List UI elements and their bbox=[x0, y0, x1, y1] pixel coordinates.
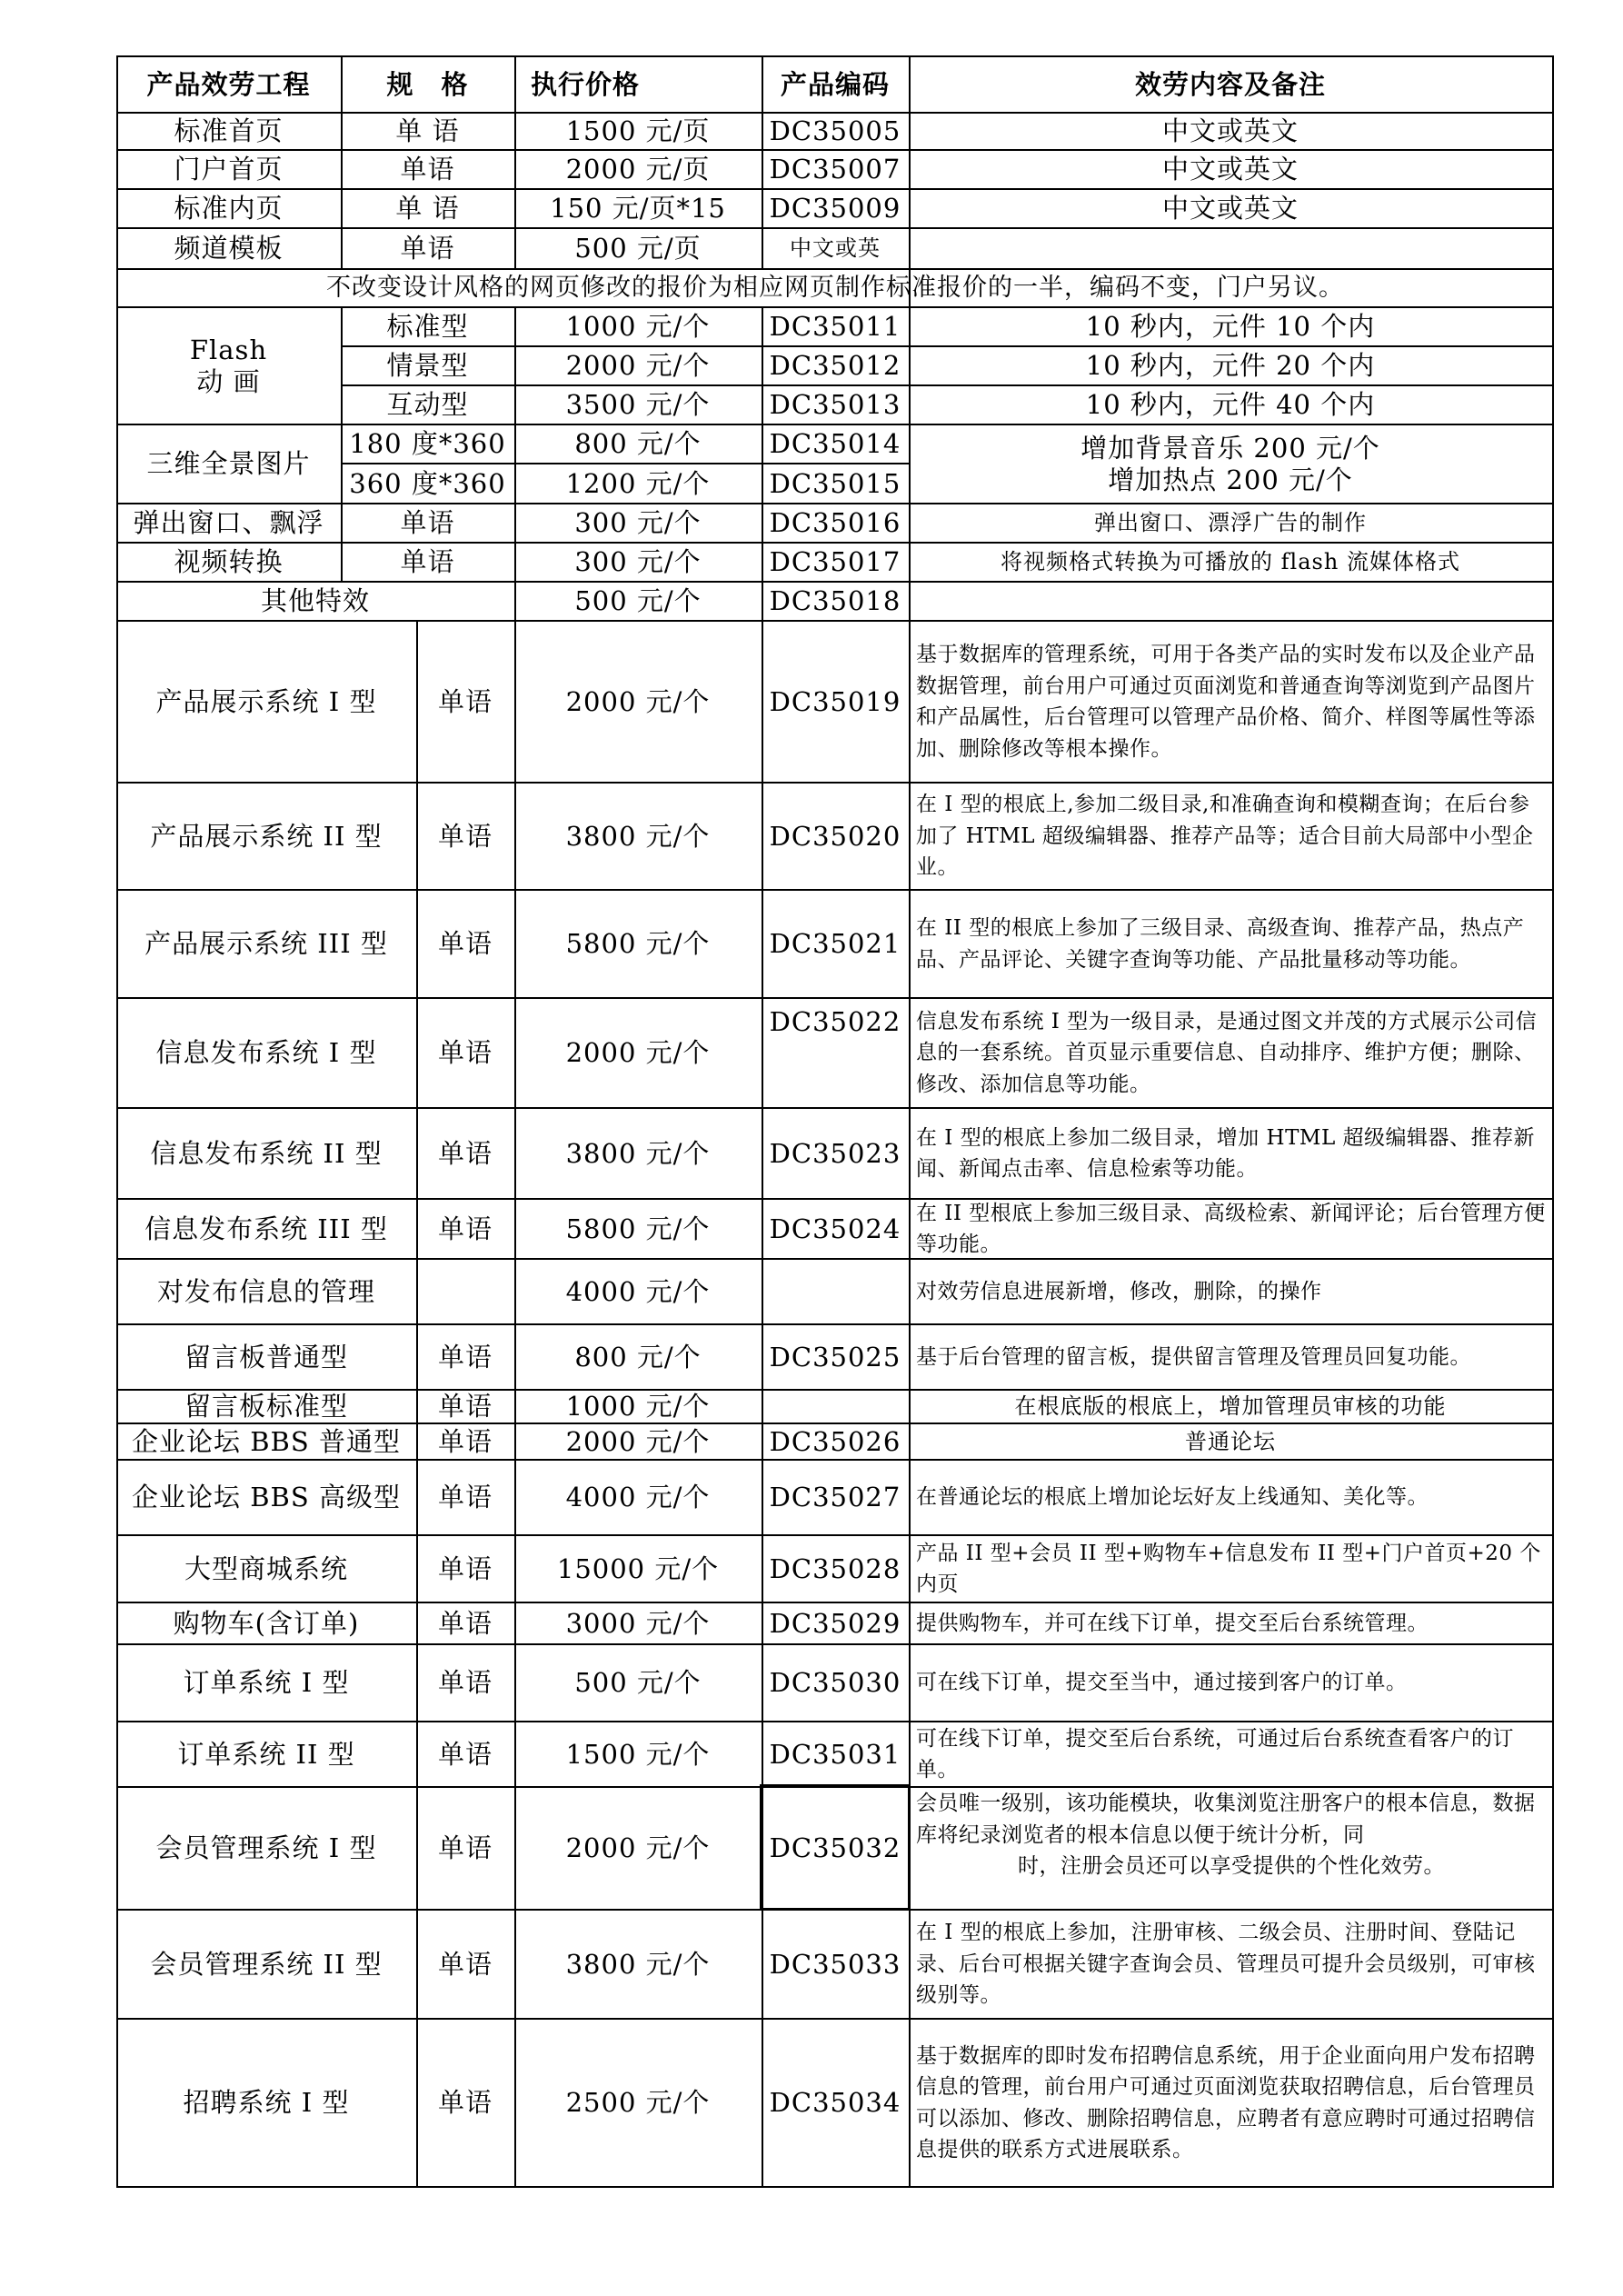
row-name: 视频转换 bbox=[174, 546, 284, 578]
row-spec: 180 度*360 bbox=[349, 428, 506, 460]
row-code: DC35005 bbox=[769, 115, 901, 147]
row-code: DC35016 bbox=[769, 507, 901, 539]
row-note: 产品 II 型+会员 II 型+购物车+信息发布 II 型+门户首页+20 个内页 bbox=[916, 1541, 1541, 1596]
row-spec: 单语 bbox=[437, 1391, 493, 1423]
row-name: 招聘系统 I 型 bbox=[183, 2087, 350, 2119]
row-name: 产品展示系统 I 型 bbox=[155, 685, 377, 717]
row-price: 500 元/个 bbox=[574, 1667, 702, 1699]
panorama-label: 三维全景图片 bbox=[146, 448, 311, 480]
row-note: 普通论坛 bbox=[1185, 1428, 1276, 1454]
row-price: 800 元/个 bbox=[574, 428, 702, 460]
row-name: 会员管理系统 I 型 bbox=[155, 1832, 377, 1864]
row-name: 其他特效 bbox=[260, 585, 370, 617]
row-code: DC35009 bbox=[769, 193, 901, 225]
row-note: 基于数据库的管理系统，可用于各类产品的实时发布以及企业产品数据管理，前台用户可通过页面浏览和普通查询等浏览到产品图片和产品属性，后台管理可以管理产品价格、简介、样图等属性等添加、删除修改等根本操作。 bbox=[916, 643, 1536, 761]
row-note: 提供购物车，并可在线下订单，提交至后台系统管理。 bbox=[916, 1611, 1429, 1635]
row-code: DC35020 bbox=[769, 820, 901, 852]
row-note: 中文或英文 bbox=[1161, 115, 1299, 147]
row-note-part1: 会员唯一级别，该功能模块，收集浏览注册客户的根本信息，数据库将纪录浏览者的根本信息以便于统计分析，同 bbox=[916, 1792, 1536, 1847]
row-code: DC35018 bbox=[769, 585, 901, 617]
panorama-note-line2: 增加热点 200 元/个 bbox=[1108, 464, 1353, 495]
row-name: 信息发布系统 I 型 bbox=[155, 1037, 377, 1069]
row-spec: 单语 bbox=[437, 1667, 493, 1699]
row-name: 频道模板 bbox=[174, 233, 284, 265]
row-name: 购物车(含订单) bbox=[173, 1607, 360, 1639]
row-price: 2500 元/个 bbox=[565, 2087, 711, 2119]
row-code: DC35034 bbox=[769, 2087, 901, 2119]
row-name: 标准内页 bbox=[174, 193, 284, 225]
row-spec: 单语 bbox=[437, 1137, 493, 1169]
row-price: 4000 元/个 bbox=[565, 1482, 711, 1513]
row-price: 3800 元/个 bbox=[565, 1948, 711, 1980]
row-note: 将视频格式转换为可播放的 flash 流媒体格式 bbox=[1001, 549, 1460, 575]
row-code: DC35027 bbox=[769, 1482, 901, 1513]
row-note: 中文或英文 bbox=[1161, 154, 1299, 185]
row-price: 3800 元/个 bbox=[565, 1137, 711, 1169]
header-product: 产品效劳工程 bbox=[146, 68, 311, 100]
row-price: 2000 元/个 bbox=[565, 350, 711, 382]
row-note-spanning: 不改变设计风格的网页修改的报价为相应网页制作标准报价的一半，编码不变，门户另议。 bbox=[326, 273, 1344, 302]
row-code: DC35025 bbox=[769, 1341, 901, 1373]
row-spec: 单语 bbox=[437, 928, 493, 960]
row-spec: 单语 bbox=[437, 1738, 493, 1770]
row-name: 产品展示系统 II 型 bbox=[150, 820, 383, 852]
header-price: 执行价格 bbox=[531, 68, 641, 100]
row-code: DC35028 bbox=[769, 1552, 901, 1584]
row-price: 3000 元/个 bbox=[565, 1607, 711, 1639]
row-name: 会员管理系统 II 型 bbox=[150, 1948, 383, 1980]
row-code: 中文或英 bbox=[790, 235, 881, 262]
row-name: 大型商城系统 bbox=[184, 1552, 348, 1584]
row-spec: 单语 bbox=[400, 507, 455, 539]
row-code: DC35007 bbox=[769, 154, 901, 185]
row-note: 在 II 型根底上参加三级目录、高级检索、新闻评论；后台管理方便等功能。 bbox=[916, 1201, 1546, 1256]
row-note-part2: 时，注册会员还可以享受提供的个性化效劳。 bbox=[1018, 1854, 1445, 1878]
row-spec: 单语 bbox=[400, 233, 455, 265]
row-note: 在 I 型的根底上参加，注册审核、二级会员、注册时间、登陆记录、后台可根据关键字查询会员、管理员可提升会员级别，可审核级别等。 bbox=[916, 1921, 1536, 2008]
row-price: 500 元/个 bbox=[574, 585, 702, 617]
row-price: 15000 元/个 bbox=[556, 1552, 720, 1584]
header-notes: 效劳内容及备注 bbox=[1134, 68, 1326, 100]
row-price: 1200 元/个 bbox=[565, 467, 711, 499]
row-code: DC35011 bbox=[769, 311, 901, 343]
panorama-note-line1: 增加背景音乐 200 元/个 bbox=[1080, 432, 1380, 464]
flash-label bbox=[116, 308, 341, 424]
row-code: DC35021 bbox=[769, 928, 901, 960]
row-note: 弹出窗口、漂浮广告的制作 bbox=[1094, 510, 1367, 536]
flash-label-line2: 动 画 bbox=[196, 365, 261, 397]
row-code: DC35031 bbox=[769, 1738, 901, 1770]
row-name: 留言板标准型 bbox=[184, 1391, 348, 1423]
row-price: 1000 元/个 bbox=[565, 1391, 711, 1423]
row-spec: 单 语 bbox=[395, 193, 460, 225]
row-note: 10 秒内，元件 20 个内 bbox=[1085, 350, 1376, 382]
row-price: 2000 元/个 bbox=[565, 1425, 711, 1457]
row-name: 弹出窗口、飘浮 bbox=[133, 507, 324, 539]
row-code: DC35026 bbox=[769, 1425, 901, 1457]
row-price: 800 元/个 bbox=[574, 1341, 702, 1373]
row-spec: 单语 bbox=[437, 1552, 493, 1584]
row-note: 可在线下订单，提交至当中，通过接到客户的订单。 bbox=[916, 1671, 1408, 1695]
row-name: 订单系统 II 型 bbox=[177, 1738, 355, 1770]
row-note: 基于后台管理的留言板，提供留言管理及管理员回复功能。 bbox=[916, 1344, 1471, 1369]
row-code: DC35013 bbox=[769, 389, 901, 421]
row-price: 300 元/个 bbox=[574, 507, 702, 539]
row-price: 500 元/页 bbox=[574, 233, 702, 265]
row-spec: 单语 bbox=[437, 1832, 493, 1864]
row-spec: 单语 bbox=[437, 2087, 493, 2119]
row-spec: 标准型 bbox=[386, 311, 469, 343]
row-code: DC35015 bbox=[769, 467, 901, 499]
row-note: 在 I 型的根底上,参加二级目录,和准确查询和模糊查询；在后台参加了 HTML 超级编辑器、推荐产品等；适合目前大局部中小型企业。 bbox=[916, 793, 1534, 880]
row-price: 1000 元/个 bbox=[565, 311, 711, 343]
row-code: DC35029 bbox=[769, 1607, 901, 1639]
row-spec: 单 语 bbox=[395, 115, 460, 147]
row-spec: 单语 bbox=[437, 685, 493, 717]
row-name: 企业论坛 BBS 高级型 bbox=[132, 1482, 401, 1513]
row-spec: 单语 bbox=[437, 1482, 493, 1513]
row-note: 对效劳信息进展新增，修改，删除，的操作 bbox=[916, 1279, 1322, 1303]
row-note: 中文或英文 bbox=[1161, 193, 1299, 225]
row-spec: 单语 bbox=[437, 1607, 493, 1639]
row-code: DC35014 bbox=[769, 428, 901, 460]
row-note: 在 I 型的根底上参加二级目录，增加 HTML 超级编辑器、推荐新闻、新闻点击率、信息检索等功能。 bbox=[916, 1125, 1536, 1181]
row-price: 3800 元/个 bbox=[565, 820, 711, 852]
header-spec: 规 格 bbox=[386, 68, 469, 100]
row-note: 在 II 型的根底上参加了三级目录、高级查询、推荐产品，热点产品、产品评论、关键字查询等功能、产品批量移动等功能。 bbox=[916, 916, 1525, 972]
row-code: DC35033 bbox=[769, 1948, 901, 1980]
row-price: 300 元/个 bbox=[574, 546, 702, 578]
row-price: 4000 元/个 bbox=[565, 1275, 711, 1307]
row-code: DC35024 bbox=[769, 1213, 901, 1244]
row-price: 2000 元/个 bbox=[565, 1037, 711, 1069]
row-name: 标准首页 bbox=[174, 115, 284, 147]
row-spec: 互动型 bbox=[386, 389, 469, 421]
row-spec: 单语 bbox=[437, 1341, 493, 1373]
row-code: DC35023 bbox=[769, 1137, 901, 1169]
row-spec: 单语 bbox=[437, 1948, 493, 1980]
row-code: DC35032 bbox=[769, 1832, 901, 1864]
row-name: 对发布信息的管理 bbox=[156, 1275, 375, 1307]
row-code: DC35012 bbox=[769, 350, 901, 382]
row-name: 信息发布系统 III 型 bbox=[144, 1213, 388, 1244]
row-note: 基于数据库的即时发布招聘信息系统，用于企业面向用户发布招聘信息的管理，前台用户可通过页面浏览获取招聘信息，后台管理员可以添加、修改、删除招聘信息，应聘者有意应聘时可通过招聘信息提供的联系方式进展联系。 bbox=[916, 2043, 1536, 2161]
row-price: 2000 元/个 bbox=[565, 1832, 711, 1864]
row-spec: 单语 bbox=[437, 1213, 493, 1244]
row-spec: 单语 bbox=[437, 1037, 493, 1069]
row-note: 10 秒内，元件 40 个内 bbox=[1085, 389, 1376, 421]
row-note: 在普通论坛的根底上增加论坛好友上线通知、美化等。 bbox=[916, 1485, 1429, 1510]
row-name: 留言板普通型 bbox=[184, 1341, 348, 1373]
row-note: 10 秒内，元件 10 个内 bbox=[1085, 311, 1376, 343]
row-spec: 单语 bbox=[400, 154, 455, 185]
row-spec: 单语 bbox=[437, 820, 493, 852]
row-code: DC35017 bbox=[769, 546, 901, 578]
flash-label-line1: Flash bbox=[189, 334, 268, 365]
row-price: 1500 元/页 bbox=[565, 115, 711, 147]
panorama-note bbox=[909, 425, 1552, 503]
row-price: 3500 元/个 bbox=[565, 389, 711, 421]
row-note: 可在线下订单，提交至后台系统，可通过后台系统查看客户的订单。 bbox=[916, 1726, 1514, 1782]
row-name: 信息发布系统 II 型 bbox=[150, 1137, 383, 1169]
row-price: 150 元/页*15 bbox=[550, 193, 726, 225]
row-price: 5800 元/个 bbox=[565, 1213, 711, 1244]
row-name: 企业论坛 BBS 普通型 bbox=[132, 1425, 401, 1457]
row-note: 在根底版的根底上，增加管理员审核的功能 bbox=[1014, 1393, 1447, 1420]
row-price: 5800 元/个 bbox=[565, 928, 711, 960]
row-note: 信息发布系统 I 型为一级目录，是通过图文并茂的方式展示公司信息的一套系统。首页显示重要信息、自动排序、维护方便；删除、修改、添加信息等功能。 bbox=[916, 1009, 1538, 1096]
row-code: DC35019 bbox=[769, 685, 901, 717]
row-spec: 情景型 bbox=[386, 350, 469, 382]
row-name: 门户首页 bbox=[174, 154, 284, 185]
row-price: 2000 元/个 bbox=[565, 685, 711, 717]
row-note bbox=[911, 1788, 1552, 1909]
header-code: 产品编码 bbox=[780, 68, 890, 100]
row-spec: 360 度*360 bbox=[349, 467, 506, 499]
row-price: 2000 元/页 bbox=[565, 154, 711, 185]
row-name: 产品展示系统 III 型 bbox=[144, 928, 388, 960]
row-spec: 单语 bbox=[400, 546, 455, 578]
row-name: 订单系统 I 型 bbox=[183, 1667, 350, 1699]
row-spec: 单语 bbox=[437, 1425, 493, 1457]
row-code: DC35030 bbox=[769, 1667, 901, 1699]
row-price: 1500 元/个 bbox=[565, 1738, 711, 1770]
row-code: DC35022 bbox=[769, 1005, 901, 1037]
